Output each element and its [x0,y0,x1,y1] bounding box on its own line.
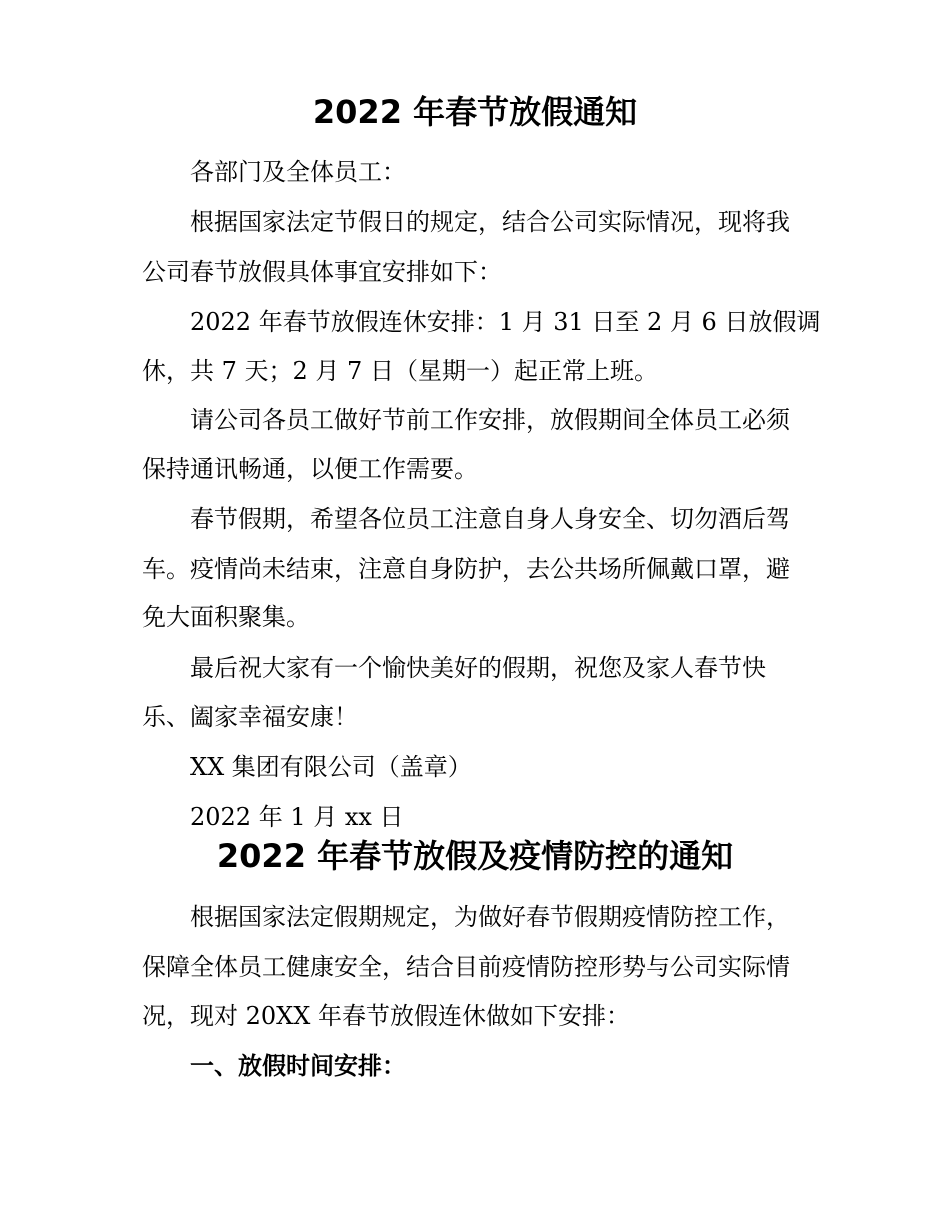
salutation: 各部门及全体员工： [190,158,406,186]
notice-2-paragraph-1-line-1: 根据国家法定假期规定，为做好春节假期疫情防控工作， [190,903,790,931]
paragraph-4-line-2: 车。疫情尚未结束，注意自身防护，去公共场所佩戴口罩，避 [142,555,790,583]
notice-2-paragraph-1-line-2: 保障全体员工健康安全，结合目前疫情防控形势与公司实际情 [142,953,790,981]
paragraph-1-line-2: 公司春节放假具体事宜安排如下： [142,258,502,286]
paragraph-1-line-1: 根据国家法定节假日的规定，结合公司实际情况，现将我 [190,208,790,236]
paragraph-2-line-2: 休，共 7 天；2 月 7 日（星期一）起正常上班。 [142,357,658,385]
paragraph-4-line-1: 春节假期，希望各位员工注意自身人身安全、切勿酒后驾 [190,505,790,533]
paragraph-5-line-1: 最后祝大家有一个愉快美好的假期，祝您及家人春节快 [190,654,766,682]
paragraph-4-line-3: 免大面积聚集。 [142,603,310,631]
notice-title: 2022 年春节放假通知 [312,93,638,131]
date: 2022 年 1 月 xx 日 [190,803,404,831]
signature: XX 集团有限公司（盖章） [190,753,472,781]
section-heading: 一、放假时间安排： [190,1052,406,1080]
paragraph-3-line-2: 保持通讯畅通，以便工作需要。 [142,455,478,483]
paragraph-3-line-1: 请公司各员工做好节前工作安排，放假期间全体员工必须 [190,406,790,434]
notice-2-paragraph-1-line-3: 况，现对 20XX 年春节放假连休做如下安排： [142,1002,630,1030]
notice-2-title: 2022 年春节放假及疫情防控的通知 [216,837,734,875]
paragraph-5-line-2: 乐、阖家幸福安康！ [142,703,358,731]
paragraph-2-line-1: 2022 年春节放假连休安排：1 月 31 日至 2 月 6 日放假调 [190,308,821,336]
